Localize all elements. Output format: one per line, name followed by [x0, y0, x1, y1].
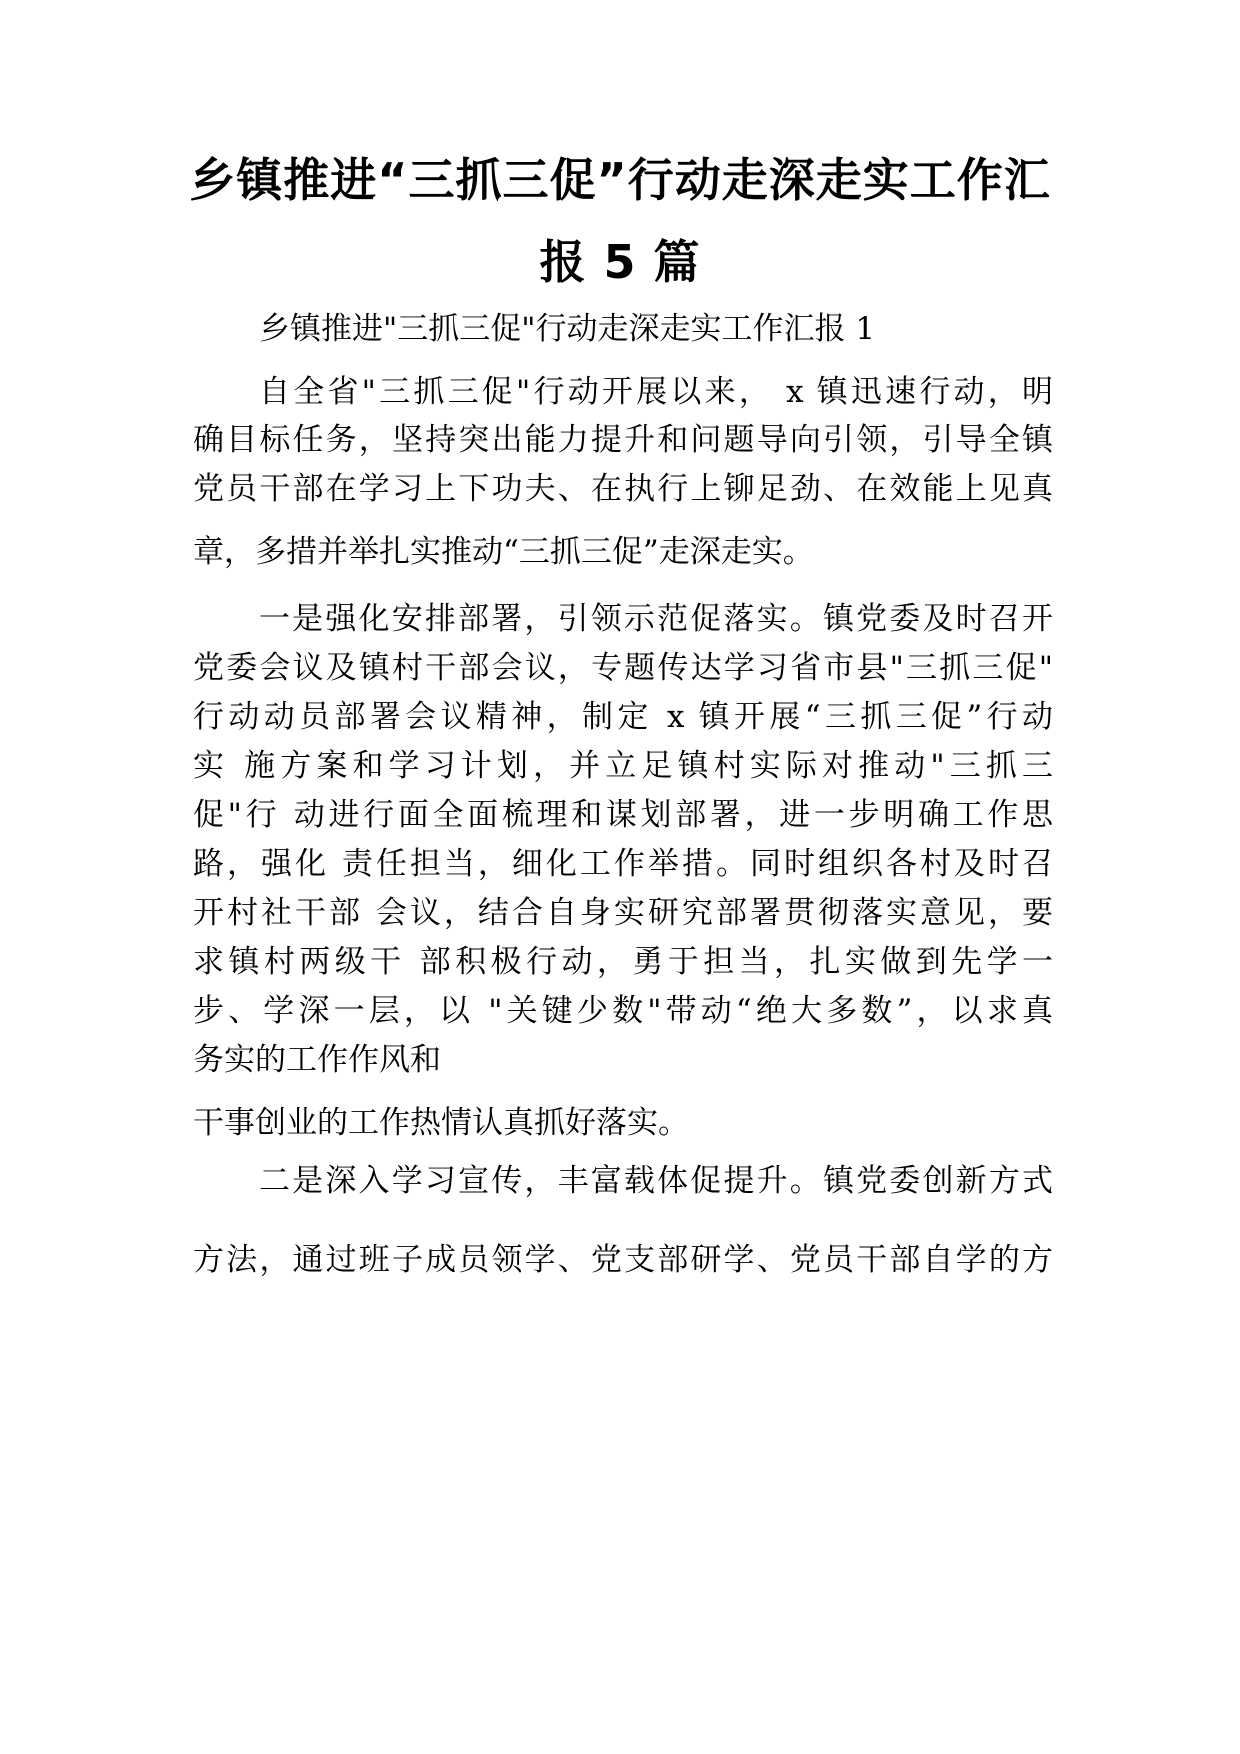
paragraph-1-line-2: 确目标任务，坚持突出能力提升和问题导向引领，引导全镇: [193, 422, 1053, 458]
paragraph-1-line-3: 党员干部在学习上下功夫、在执行上铆足劲、在效能上见真: [193, 471, 1053, 507]
paragraph-2-line-2: 党委会议及镇村干部会议，专题传达学习省市县"三抓三促": [193, 650, 1053, 686]
paragraph-2-line-3: 行动动员部署会议精神，制定 x 镇开展“三抓三促”行动: [193, 699, 1053, 735]
paragraph-2-line-10: 务实的工作作风和: [193, 1042, 441, 1078]
document-title-line-2: 报 5 篇: [539, 235, 701, 289]
document-subtitle: 乡镇推进"三抓三促"行动走深走实工作汇报 1: [259, 311, 876, 347]
paragraph-2-line-9: 步、学深一层，以 "关键少数"带动“绝大多数”，以求真: [193, 993, 1053, 1029]
paragraph-4-line-1: 二是深入学习宣传，丰富载体促提升。镇党委创新方式: [259, 1163, 1053, 1199]
paragraph-4-line-2: 方法，通过班子成员领学、党支部研学、党员干部自学的方: [193, 1242, 1053, 1278]
paragraph-2-line-6: 路，强化 责任担当，细化工作举措。同时组织各村及时召: [193, 846, 1053, 882]
paragraph-2-line-7: 开村社干部 会议，结合自身实研究部署贯彻落实意见，要: [193, 895, 1053, 931]
paragraph-1-line-4: 章，多措并举扎实推动“三抓三促”走深走实。: [193, 534, 814, 570]
paragraph-2-line-8: 求镇村两级干 部积极行动，勇于担当，扎实做到先学一: [193, 944, 1053, 980]
paragraph-2-line-5: 促"行 动进行面全面梳理和谋划部署，进一步明确工作思: [193, 797, 1053, 833]
paragraph-1-line-1: 自全省"三抓三促"行动开展以来， x 镇迅速行动，明: [259, 374, 1053, 410]
paragraph-3-line-1: 干事创业的工作热情认真抓好落实。: [193, 1105, 689, 1141]
paragraph-2-line-4: 实 施方案和学习计划，并立足镇村实际对推动"三抓三: [193, 748, 1053, 784]
document-title-line-1: 乡镇推进“三抓三促”行动走深走实工作汇: [189, 153, 1051, 207]
paragraph-2-line-1: 一是强化安排部署，引领示范促落实。镇党委及时召开: [259, 601, 1053, 637]
